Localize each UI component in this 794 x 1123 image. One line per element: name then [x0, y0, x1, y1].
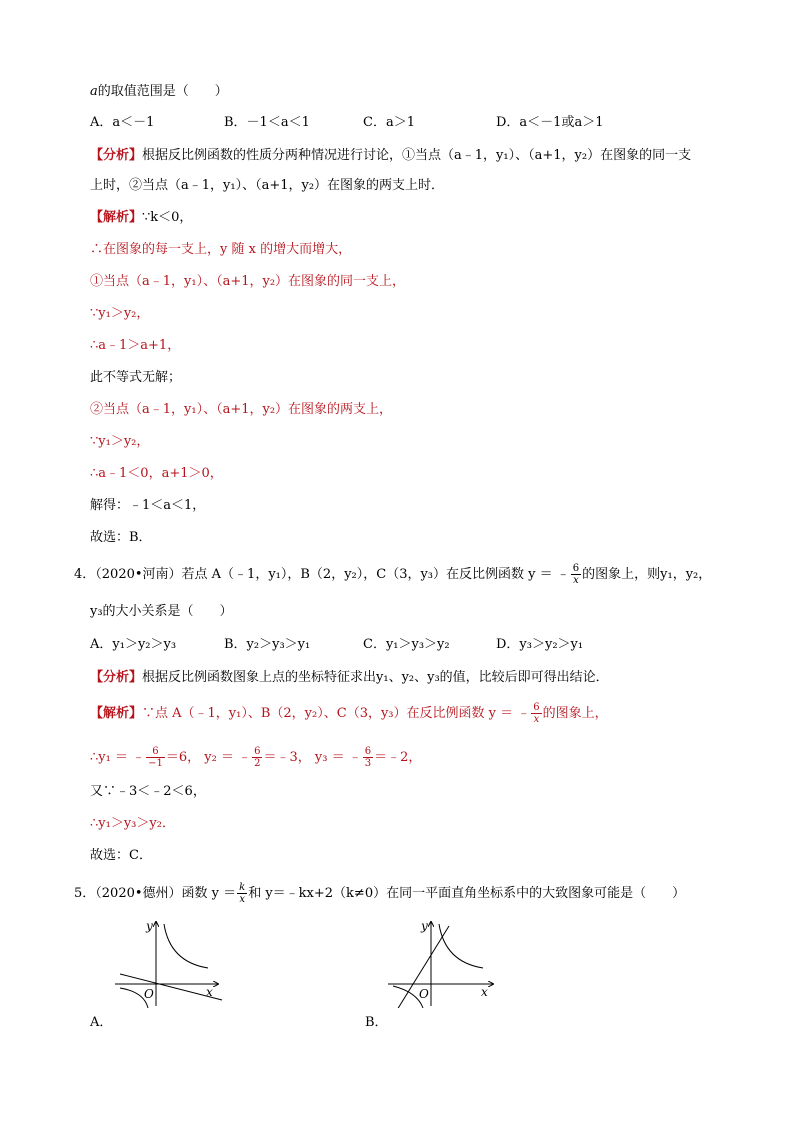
- q4-calc: ∴y₁ ＝ ﹣ $\frac{6}{-1}$ ＝6， y₂ ＝ ﹣ $\frac{6}{2}$ ＝﹣3， y₃ ＝ ﹣ $\frac{6}{3}$ ＝﹣2，: [90, 746, 422, 769]
- q3-step: ∵y₁＞y₂，: [90, 306, 150, 321]
- q4-therefore: ∴y₁＞y₃＞y₂．: [90, 816, 175, 831]
- x-axis-label: x: [481, 985, 488, 999]
- origin-label: O: [144, 987, 154, 1001]
- q3-solution-head: 【解析】∵k＜0，: [90, 210, 193, 225]
- hyperbola-branch-upper: [164, 924, 208, 968]
- y-axis-label: y: [146, 919, 153, 933]
- q3-step: ∴a﹣1＜0，a+1＞0，: [90, 466, 223, 481]
- q3-option-a: A．a＜－1: [90, 115, 155, 130]
- y2-fraction: $\frac{6}{2}$: [254, 746, 261, 769]
- q3-step: ①当点（a﹣1，y₁）、（a+1，y₂）在图象的同一支上，: [90, 274, 406, 289]
- q4-answer: 故选：C．: [90, 848, 152, 863]
- x-axis-label: x: [206, 985, 213, 999]
- y3-fraction: $\frac{6}{3}$: [364, 746, 372, 769]
- q3-step: ∵y₁＞y₂，: [90, 434, 150, 449]
- q3-step: ②当点（a﹣1，y₁）、（a+1，y₂）在图象的两支上，: [90, 402, 393, 417]
- q3-step: 此不等式无解；: [90, 370, 182, 385]
- origin-label: O: [419, 987, 429, 1001]
- q3-option-d: D．a＜－1或a＞1: [496, 115, 604, 130]
- q5-stem: 5．（2020•德州）函数 y ＝ $\frac{k}{x}$ 和 y＝﹣kx+2（k≠0）在同一平面直角坐标系中的大致图象可能是（ ）: [74, 882, 686, 905]
- q4-stem-cont: y₃的大小关系是（ ）: [90, 604, 233, 619]
- y1-fraction: $\frac{6}{-1}$: [148, 746, 163, 769]
- q4-stem-fraction: $\frac{6}{x}$: [572, 563, 580, 586]
- q4-option-c: C．y₁＞y₃＞y₂: [363, 637, 450, 652]
- q5-graph-b-label: B．: [365, 1015, 388, 1030]
- q5-stem-fraction: $\frac{k}{x}$: [239, 882, 246, 905]
- q3-analysis-cont: 上时，②当点（a﹣1，y₁）、（a+1，y₂）在图象的两支上时．: [90, 178, 445, 193]
- q3-stem-tail: a的取值范围是（ ）: [90, 84, 228, 99]
- q4-option-b: B．y₂＞y₃＞y₁: [224, 637, 311, 652]
- q3-step: ∴在图象的每一支上，y 随 x 的增大而增大，: [90, 242, 352, 257]
- q4-since: 又∵﹣3＜﹣2＜6，: [90, 784, 206, 799]
- q3-option-b: B．－1＜a＜1: [224, 115, 310, 130]
- q3-option-c: C．a＞1: [363, 115, 415, 130]
- q3-step: ∴a﹣1＞a+1，: [90, 338, 181, 353]
- q4-option-d: D．y₃＞y₂＞y₁: [496, 637, 584, 652]
- y-axis-label: y: [421, 919, 428, 933]
- q4-stem: 4．（2020•河南）若点 A（﹣1，y₁），B（2，y₂），C（3，y₃）在反比例函数 y ＝ ﹣ $\frac{6}{x}$ 的图象上，则y₁，y₂，: [74, 563, 712, 586]
- q3-analysis: 【分析】根据反比例函数的性质分两种情况进行讨论，①当点（a﹣1，y₁）、（a+1，y₂）在图象的同一支: [90, 148, 692, 163]
- q4-solution-fraction: $\frac{6}{x}$: [533, 702, 540, 725]
- q5-graph-a: [110, 918, 230, 1008]
- q3-step: 解得：﹣1＜a＜1，: [90, 498, 206, 513]
- q3-answer: 故选：B．: [90, 530, 152, 545]
- q4-analysis: 【分析】根据反比例函数图象上点的坐标特征求出y₁、y₂、y₃的值，比较后即可得出结论．: [90, 670, 609, 685]
- q4-solution-head: 【解析】∵点 A（﹣1，y₁）、B（2，y₂）、C（3，y₃）在反比例函数 y ＝ ﹣ $\frac{6}{x}$ 的图象上，: [90, 702, 608, 725]
- q5-graph-b: [385, 918, 505, 1008]
- q4-option-a: A．y₁＞y₂＞y₃: [90, 637, 177, 652]
- q5-graph-a-label: A．: [90, 1015, 113, 1030]
